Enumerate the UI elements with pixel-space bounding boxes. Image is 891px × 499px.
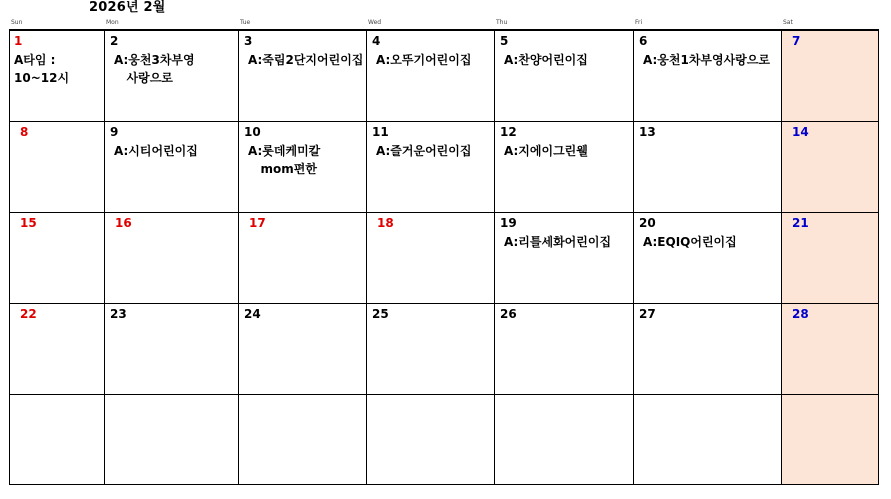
calendar-cell[interactable] xyxy=(782,122,879,213)
calendar-cell[interactable] xyxy=(782,304,879,395)
day-number: 8 xyxy=(20,125,29,139)
calendar-cell[interactable] xyxy=(495,122,634,213)
event-text: A:죽림2단지어린이집 xyxy=(248,53,364,67)
calendar-cell[interactable] xyxy=(782,395,879,485)
day-number: 5 xyxy=(500,34,509,48)
calendar-cell[interactable] xyxy=(239,304,367,395)
calendar-cell[interactable] xyxy=(634,31,782,122)
calendar-cell[interactable] xyxy=(495,31,634,122)
calendar-cell[interactable] xyxy=(634,122,782,213)
calendar-grid xyxy=(9,29,879,485)
calendar-cell[interactable] xyxy=(239,395,367,485)
calendar-cell[interactable] xyxy=(105,213,239,304)
calendar-cell[interactable] xyxy=(367,31,495,122)
weekday-label-6: Sat xyxy=(783,19,793,26)
weekday-label-4: Thu xyxy=(496,19,508,26)
weekday-label-3: Wed xyxy=(368,19,382,26)
day-number: 19 xyxy=(500,216,517,230)
day-number: 22 xyxy=(20,307,37,321)
calendar-cell[interactable] xyxy=(367,122,495,213)
calendar-cell[interactable] xyxy=(105,395,239,485)
weekday-label-5: Fri xyxy=(635,19,643,26)
calendar-cell[interactable] xyxy=(10,213,105,304)
day-number: 25 xyxy=(372,307,389,321)
day-number: 16 xyxy=(115,216,132,230)
day-number: 17 xyxy=(249,216,266,230)
day-number: 10 xyxy=(244,125,261,139)
calendar-cell[interactable] xyxy=(105,122,239,213)
calendar-cell[interactable] xyxy=(634,395,782,485)
day-number: 21 xyxy=(792,216,809,230)
event-text: A:롯데케미칼 xyxy=(248,144,321,158)
calendar-title: 2026년 2월 xyxy=(89,0,166,15)
day-number: 1 xyxy=(14,34,23,48)
event-text: 사랑으로 xyxy=(114,71,173,85)
day-number: 23 xyxy=(110,307,127,321)
calendar-cell[interactable] xyxy=(367,395,495,485)
day-number: 15 xyxy=(20,216,37,230)
day-number: 28 xyxy=(792,307,809,321)
event-text: A:지에이그린웰 xyxy=(504,144,588,158)
day-number: 2 xyxy=(110,34,119,48)
event-text: 10~12시 xyxy=(14,71,70,85)
calendar-cell[interactable] xyxy=(495,304,634,395)
day-number: 27 xyxy=(639,307,656,321)
calendar-cell[interactable] xyxy=(782,213,879,304)
day-number: 6 xyxy=(639,34,648,48)
calendar-cell[interactable] xyxy=(10,31,105,122)
calendar-cell[interactable] xyxy=(634,304,782,395)
event-text: A:오뚜기어린이집 xyxy=(376,53,472,67)
calendar-cell[interactable] xyxy=(782,31,879,122)
event-text: A:웅천3차부영 xyxy=(114,53,195,67)
day-number: 9 xyxy=(110,125,119,139)
calendar-cell[interactable] xyxy=(239,213,367,304)
weekday-label-2: Tue xyxy=(240,19,251,26)
calendar-cell[interactable] xyxy=(10,304,105,395)
calendar-cell[interactable] xyxy=(105,304,239,395)
calendar-cell[interactable] xyxy=(239,122,367,213)
calendar-cell[interactable] xyxy=(105,31,239,122)
calendar-cell[interactable] xyxy=(634,213,782,304)
event-text: A:리틀세화어린이집 xyxy=(504,235,612,249)
day-number: 4 xyxy=(372,34,381,48)
weekday-label-1: Mon xyxy=(106,19,119,26)
event-text: A:즐거운어린이집 xyxy=(376,144,472,158)
calendar-cell[interactable] xyxy=(495,395,634,485)
calendar-cell[interactable] xyxy=(495,213,634,304)
calendar-cell[interactable] xyxy=(239,31,367,122)
day-number: 13 xyxy=(639,125,656,139)
day-number: 14 xyxy=(792,125,809,139)
event-text: A:EQIQ어린이집 xyxy=(643,235,737,249)
weekday-label-0: Sun xyxy=(11,19,23,26)
day-number: 18 xyxy=(377,216,394,230)
calendar-cell[interactable] xyxy=(367,213,495,304)
calendar-cell[interactable] xyxy=(367,304,495,395)
event-text: A:웅천1차부영사랑으로 xyxy=(643,53,770,67)
day-number: 20 xyxy=(639,216,656,230)
calendar-cell[interactable] xyxy=(10,122,105,213)
event-text: mom편한 xyxy=(248,162,317,176)
day-number: 3 xyxy=(244,34,253,48)
event-text: A:시티어린이집 xyxy=(114,144,198,158)
day-number: 12 xyxy=(500,125,517,139)
day-number: 11 xyxy=(372,125,389,139)
event-text: A:찬양어린이집 xyxy=(504,53,588,67)
calendar-cell[interactable] xyxy=(10,395,105,485)
day-number: 24 xyxy=(244,307,261,321)
day-number: 7 xyxy=(792,34,801,48)
day-number: 26 xyxy=(500,307,517,321)
event-text: A타임 : xyxy=(14,53,56,67)
